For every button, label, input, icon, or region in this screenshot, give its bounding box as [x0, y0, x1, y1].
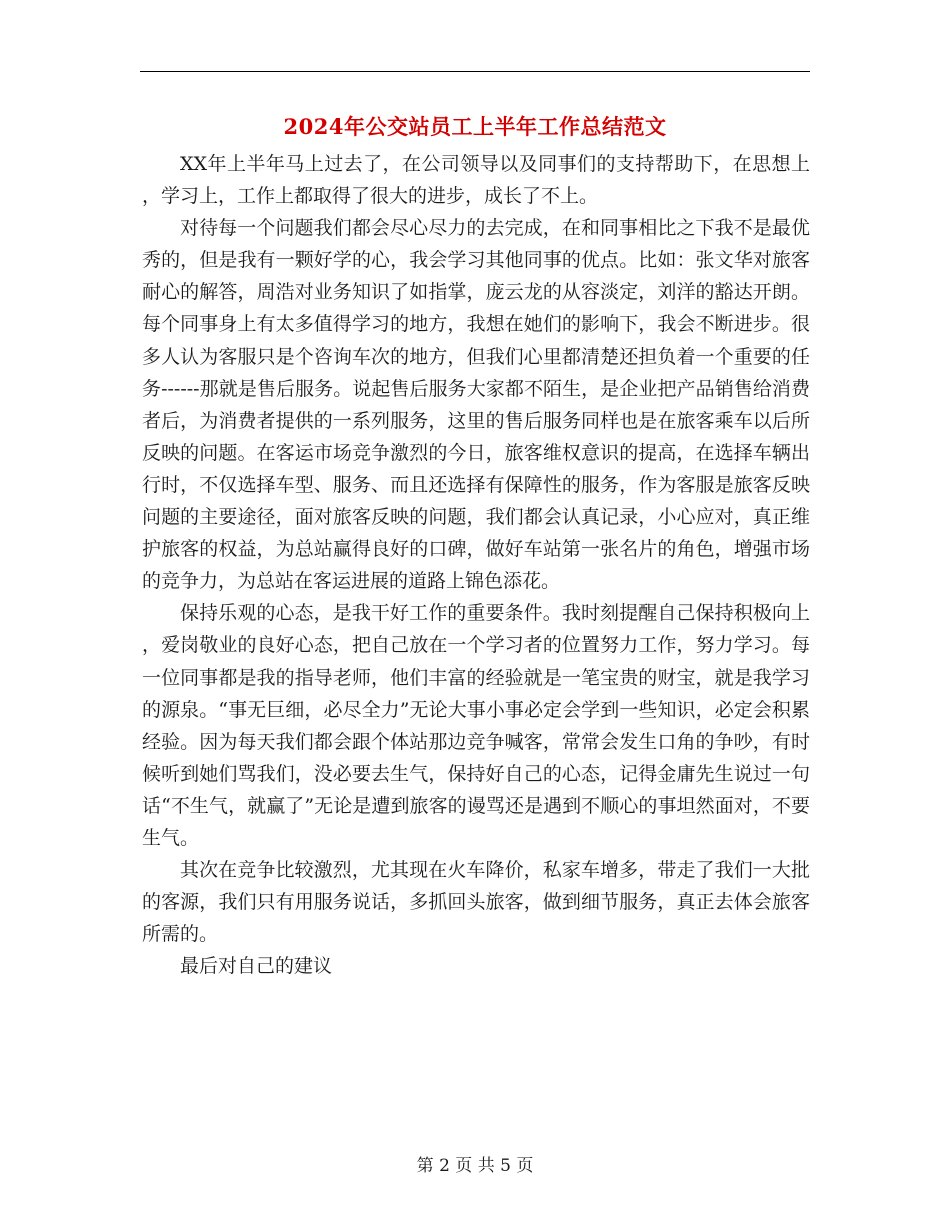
document-title: 2024年公交站员工上半年工作总结范文 [283, 114, 667, 139]
header-rule [140, 71, 810, 72]
page-number-footer: 第 2 页 共 5 页 [416, 1156, 534, 1176]
document-body [142, 148, 810, 982]
paragraph-suggestion: 最后对自己的建议 [180, 955, 333, 978]
paragraph-attitude: 保持乐观的心态，是我干好工作的重要条件。我时刻提醒自己保持积极向上，爱岗敬业的良好心态，把自己放在一个学习者的位置努力工作，努力学习。每一位同事都是我的指导老师，他们丰富的经验就是一笔宝贵的财宝，就是我学习的源泉。“事无巨细，必尽全力”无论大事小事必定会学到一些知识，必定会积累经验。因为每天我们都会跟个体站那边竞争喊客，常常会发生口角的争吵，有时候听到她们骂我们，没必要去生气，保持好自己的心态，记得金庸先生说过一句话“不生气，就赢了”无论是遭到旅客的谩骂还是遇到不顺心的事坦然面对，不要生气。 [142, 602, 810, 849]
paragraph-learning: 对待每一个问题我们都会尽心尽力的去完成，在和同事相比之下我不是最优秀的，但是我有一颗好学的心，我会学习其他同事的优点。比如：张文华对旅客耐心的解答，周浩对业务知识了如指掌，庞云龙的从容淡定，刘洋的豁达开朗。每个同事身上有太多值得学习的地方，我想在她们的影响下，我会不断进步。很多人认为客服只是个咨询车次的地方，但我们心里都清楚还担负着一个重要的任务------那就是售后服务。说起售后服务大家都不陌生，是企业把产品销售给消费者后，为消费者提供的一系列服务，这里的售后服务同样也是在旅客乘车以后所反映的问题。在客运市场竞争激烈的今日，旅客维权意识的提高，在选择车辆出行时，不仅选择车型、服务、而且还选择有保障性的服务，作为客服是旅客反映问题的主要途径，面对旅客反映的问题，我们都会认真记录，小心应对，真正维护旅客的权益，为总站赢得良好的口碑，做好车站第一张名片的角色，增强市场的竞争力，为总站在客运进展的道路上锦色添花。 [142, 217, 810, 593]
paragraph-competition: 其次在竞争比较激烈，尤其现在火车降价，私家车增多，带走了我们一大批的客源，我们只有用服务说话，多抓回头旅客，做到细节服务，真正去体会旅客所需的。 [142, 859, 810, 946]
paragraph-intro: XX年上半年马上过去了，在公司领导以及同事们的支持帮助下，在思想上，学习上，工作上都取得了很大的进步，成长了不上。 [142, 153, 810, 208]
